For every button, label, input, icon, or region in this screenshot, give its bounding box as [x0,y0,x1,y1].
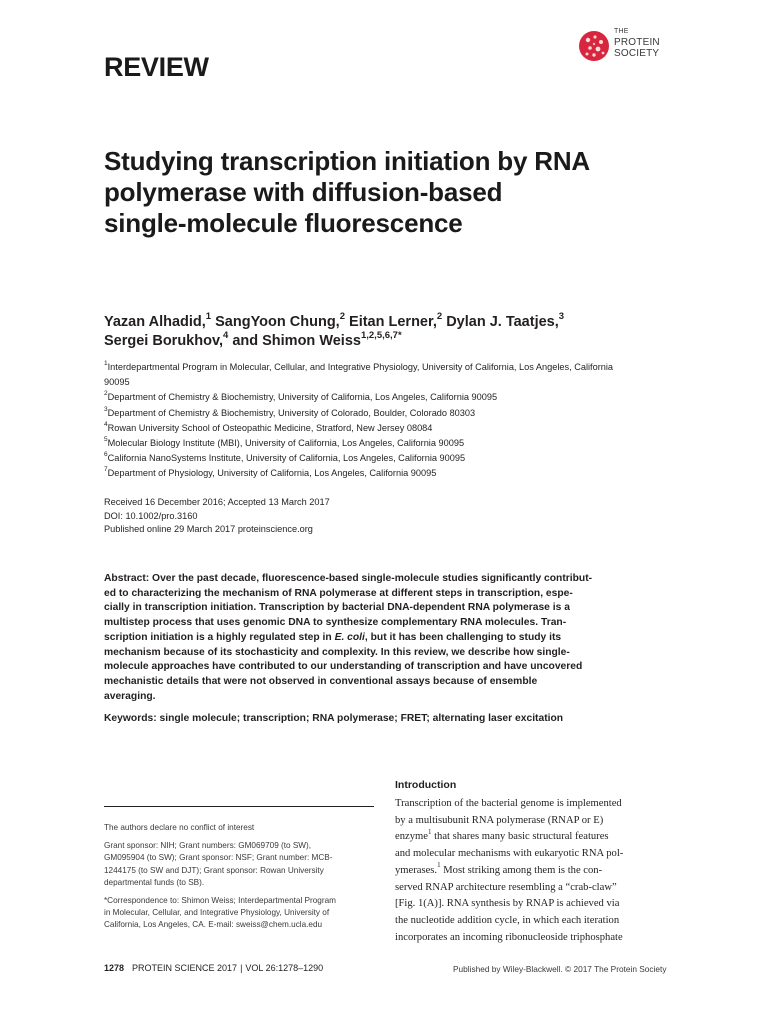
abstract [104,572,664,704]
affiliation-text: Department of Physiology, University of California, Los Angeles, California 90095 [107,468,437,479]
footer-separator: | [240,963,243,973]
body-line [395,813,669,830]
authors-line-2 [104,332,664,351]
grant-line: Grant sponsor: NIH; Grant numbers: GM069709 (to SW), [104,841,312,851]
author-name[interactable]: Sergei Borukhov, [104,333,223,349]
page-number: 1278 [104,963,125,973]
received-accepted-date: Received 16 December 2016; Accepted 13 March 2017 [104,497,330,507]
article-title [104,146,664,239]
abstract-line: Abstract: Over the past decade, fluorescence-based single-molecule studies significantly contribut- [104,573,593,584]
introduction-body [395,796,669,946]
affiliation-sup: 6 [104,451,108,459]
affiliation-sup: 7 [104,466,108,474]
logo-line-3: SOCIETY [614,48,660,59]
title-line: Studying transcription initiation by RNA [104,146,591,176]
affiliation-text: Molecular Biology Institute (MBI), University of California, Los Angeles, California 90095 [107,438,465,449]
affiliation-item [104,360,664,375]
affiliation-text: Department of Chemistry & Biochemistry, University of California, Los Angeles, California 90095 [107,392,498,403]
body-line [395,913,669,930]
title-line: single-molecule fluorescence [104,208,463,238]
abstract-line: mechanism because of its stochasticity and complexity. In this review, we describe how single- [104,646,570,658]
article-dates [104,496,330,537]
abstract-line: ed to characterizing the mechanism of RNA polymerase at different steps in transcription, espe- [104,587,573,599]
author-affil-sup: 2 [436,311,443,323]
affiliation-sup: 5 [104,435,108,443]
body-text: that shares many basic structural features [431,831,609,843]
author-affil-sup: 4 [222,330,229,342]
body-text: incorporates an incoming ribonucleoside triphosphate [395,931,623,943]
affiliation-sup: 4 [104,420,108,428]
affiliation-text: Rowan University School of Osteopathic Medicine, Stratford, New Jersey 08084 [107,422,433,433]
affiliation-sup: 2 [104,390,108,398]
affiliation-sup: 1 [104,359,108,367]
journal-name: PROTEIN SCIENCE 2017 [132,963,238,973]
correspondence-line[interactable]: California, Los Angeles, CA. E-mail: sweiss@chem.ucla.edu [104,920,323,930]
conflict-statement: The authors declare no conflict of interest [104,823,255,832]
affiliation-text: 90095 [104,377,130,388]
footnote-divider [104,806,374,807]
body-text: by a multisubunit RNA polymerase (RNAP or E) [395,814,604,826]
affiliations [104,360,664,482]
keywords: Keywords: single molecule; transcription; RNA polymerase; FRET; alternating laser excitation [104,713,564,724]
affiliation-item [104,436,664,451]
author-name[interactable]: Eitan Lerner, [349,314,437,330]
grant-line: 1244175 (to SW and DJT); Grant sponsor: Rowan University [104,865,324,875]
body-text: [Fig. 1(A)]. RNA synthesis by RNAP is achieved via [395,898,620,910]
title-line: polymerase with diffusion-based [104,177,503,207]
body-text: enzyme [395,831,428,843]
body-line [395,796,669,813]
protein-society-logo-icon [578,30,610,62]
abstract-line: scription initiation is a highly regulated step in E. coli, but it has been challenging to study its [104,631,562,643]
affiliation-item [104,406,664,421]
author-name[interactable]: Yazan Alhadid, [104,314,206,330]
abstract-line: cially in transcription initiation. Transcription by bacterial DNA-dependent RNA polymerase is a [104,602,570,614]
affiliation-item-continued [104,375,664,390]
logo-line-1: THE [614,28,629,35]
author-affil-sup: 2 [339,311,345,323]
author-list [104,313,664,351]
author-affil-sup: 1 [205,311,212,323]
correspondence-line: in Molecular, Cellular, and Integrative Physiology, University of [104,908,330,918]
affiliation-text: Interdepartmental Program in Molecular, Cellular, and Integrative Physiology, University of California, Los Angeles, California [107,362,614,372]
abstract-line: multistep process that uses genomic DNA to synthesize complementary RNA molecules. Tran- [104,617,567,629]
body-text: ymerases. [395,864,438,876]
affiliation-item [104,421,664,436]
body-text: served RNAP architecture resembling a “crab-claw” [395,881,617,893]
body-text: Transcription of the bacterial genome is implemented [395,798,622,809]
footnotes [104,822,374,932]
author-name[interactable]: SangYoon Chung, [215,314,340,330]
abstract-line: molecule approaches have contributed to our understanding of transcription and have uncovered [104,661,583,673]
affiliation-item [104,451,664,466]
author-name[interactable]: Dylan J. Taatjes, [446,314,559,330]
author-name[interactable]: and Shimon Weiss [232,333,361,349]
abstract-line: averaging. [104,690,156,702]
body-text: Most striking among them is the con- [440,864,603,876]
grant-line: departmental funds (to SB). [104,877,205,887]
correspondence-line: *Correspondence to: Shimon Weiss; Interdepartmental Program [104,896,336,906]
body-line [395,863,669,880]
section-label: REVIEW [104,52,209,82]
body-text: the nucleotide addition cycle, in which each iteration [395,914,620,926]
abstract-line: mechanistic details that were not observed in conventional assays because of ensemble [104,675,538,687]
published-online-date: Published online 29 March 2017 proteinscience.org [104,524,313,534]
reference-sup[interactable]: 1 [437,861,441,870]
journal-logo[interactable] [578,26,688,66]
author-affil-sup: 1,2,5,6,7* [360,330,402,342]
doi-link[interactable]: DOI: 10.1002/pro.3160 [104,510,198,521]
body-line [395,829,669,846]
affiliation-text: California NanoSystems Institute, University of California, Los Angeles, California 90095 [107,453,466,464]
affiliation-sup: 3 [104,405,108,413]
logo-text [614,26,660,59]
author-affil-sup: 3 [558,311,565,323]
publisher-line: Published by Wiley-Blackwell. © 2017 The Protein Society [453,964,667,974]
page-footer-left [104,963,323,973]
body-line [395,930,669,947]
logo-line-2: PROTEIN [614,37,660,48]
body-line [395,880,669,897]
affiliation-item [104,466,664,481]
body-line [395,896,669,913]
reference-sup[interactable]: 1 [427,827,432,836]
affiliation-item [104,390,664,405]
introduction-heading: Introduction [395,779,457,791]
grant-line: GM095904 (to SW); Grant sponsor: NSF; Grant number: MCB- [104,853,333,863]
body-text: and molecular mechanisms with eukaryotic RNA pol- [395,848,624,860]
volume-info: VOL 26:1278–1290 [245,963,324,973]
affiliation-text: Department of Chemistry & Biochemistry, University of Colorado, Boulder, Colorado 80303 [107,407,476,418]
